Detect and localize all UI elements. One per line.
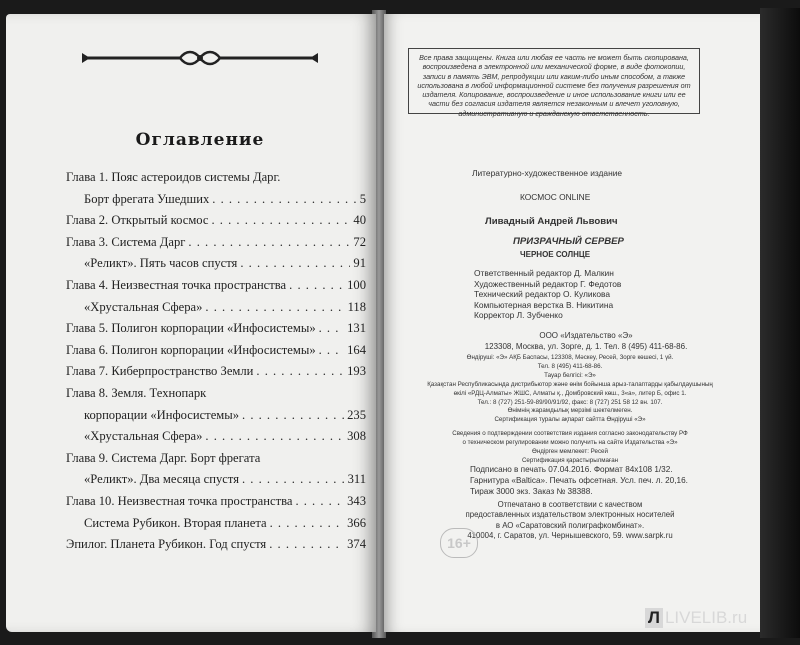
toc-page-number: 308 <box>347 429 366 444</box>
toc-entry <box>66 170 366 192</box>
toc-entry <box>66 300 366 322</box>
toc-leader-dots <box>269 537 344 552</box>
toc-entry <box>66 408 366 430</box>
toc-entry <box>66 321 366 343</box>
toc-entry <box>66 343 366 365</box>
toc-page-number: 72 <box>353 234 366 249</box>
age-rating-badge: 16+ <box>440 528 478 558</box>
toc-entry-title: Эпилог. Планета Рубикон. Год спустя <box>66 537 267 552</box>
kz-info-line: Тауар белгісі: «Э» <box>544 371 596 379</box>
printer-line: в АО «Саратовский полиграфкомбинат». <box>495 520 645 530</box>
print-info-block <box>470 464 688 497</box>
watermark-text: LIVELIB.ru <box>664 608 748 627</box>
print-info-line: Подписано в печать 07.04.2016. Формат 84x108 1/32. <box>470 465 673 474</box>
toc-entry <box>66 364 366 386</box>
toc-page-number: 235 <box>347 407 366 422</box>
toc-entry <box>66 256 366 278</box>
toc-leader-dots <box>212 192 356 207</box>
credit-line: Компьютерная верстка В. Никитина <box>474 299 614 310</box>
toc-page-number: 100 <box>347 277 366 292</box>
toc-entry-title: Глава 1. Пояс астероидов системы Дарг. <box>66 170 281 184</box>
toc-page-number: 193 <box>347 364 366 379</box>
toc-leader-dots <box>295 494 344 509</box>
toc-leader-dots <box>242 408 344 423</box>
copyright-notice: Все права защищены. Книга или любая ее часть не может быть скопирована, воспроизведена в электронной или механической форме, в виде фотокопии, записи в память ЭВМ, репродукции или каким-либо иным способом, а также использована в любой информационной системе без получения разрешения от издателя. Копирование, воспроизведение и иное использование книги или ее части без согласия издателя является незаконным и влечет уголовную, административную и гражданскую ответственность. <box>408 48 700 114</box>
kz-info-block <box>400 354 740 425</box>
toc-entry <box>66 235 366 257</box>
toc-entry-title: Борт фрегата Ушедших <box>84 191 210 206</box>
publisher-block <box>476 330 696 352</box>
toc-leader-dots <box>270 516 345 531</box>
toc-leader-dots <box>242 472 345 487</box>
toc-entry <box>66 213 366 235</box>
toc-entry-title: Глава 8. Земля. Технопарк <box>66 385 207 400</box>
toc-page-number: 374 <box>347 537 366 552</box>
toc-page-number: 91 <box>353 256 366 271</box>
publisher-line: ООО «Издательство «Э» <box>539 331 633 340</box>
toc-entry-title: Система Рубикон. Вторая планета <box>84 515 267 530</box>
kz-info-line: Қазақстан Республикасында дистрибьютор және өнім бойынша арыз-талаптарды қабылдаушының <box>427 380 713 388</box>
certification-block <box>400 430 740 466</box>
book-title: ПРИЗРАЧНЫЙ СЕРВЕР <box>513 236 624 247</box>
toc-entry <box>66 537 366 559</box>
printer-line: Отпечатано в соответствии с качеством <box>497 500 643 509</box>
kz-info-line: Өнімнің жарамдылық мерзімі шектелмеген. <box>507 407 633 415</box>
toc-entry <box>66 472 366 494</box>
watermark <box>645 608 747 628</box>
printer-line: 410004, г. Саратов, ул. Чернышевского, 59. www.sarpk.ru <box>467 531 673 541</box>
toc-entry <box>66 516 366 538</box>
credit-line: Ответственный редактор Д. Малкин <box>474 268 614 278</box>
book-subtitle: ЧЕРНОЕ СОЛНЦЕ <box>520 250 591 259</box>
toc-page-number: 343 <box>347 493 366 508</box>
toc-page-number: 311 <box>347 472 366 487</box>
toc-leader-dots <box>188 235 350 250</box>
toc-leader-dots <box>256 364 344 379</box>
toc-leader-dots <box>240 256 350 271</box>
toc-entry-title: «Реликт». Пять часов спустя <box>84 256 238 271</box>
toc-leader-dots <box>319 343 344 358</box>
toc-entry-title: «Реликт». Два месяца спустя <box>84 472 239 487</box>
certification-line: Сведения о подтверждении соответствия издания согласно законодательству РФ <box>452 430 688 437</box>
toc-entry <box>66 192 366 214</box>
toc-page-number: 5 <box>359 191 366 206</box>
toc-leader-dots <box>205 429 344 444</box>
certification-line: Өндірген мемлекет: Ресей <box>532 447 608 455</box>
print-info-line: Гарнитура «Baltica». Печать офсетная. Усл. печ. л. 20,16. <box>470 476 688 485</box>
toc-entry-title: Глава 9. Система Дарг. Борт фрегата <box>66 450 261 465</box>
toc-entry-title: Глава 5. Полигон корпорации «Инфосистемы» <box>66 321 316 336</box>
printer-block <box>460 500 680 542</box>
kz-info-line: өкілі «РДЦ-Алматы» ЖШС, Алматы қ., Домбровский көш., 3«а», литер Б, офис 1. <box>453 389 687 397</box>
watermark-logo: Л <box>645 608 663 628</box>
kz-info-line: Тел.: 8 (727) 251-59-89/90/91/92, факс: 8 (727) 251 58 12 вн. 107. <box>477 398 663 406</box>
toc-entry <box>66 451 366 473</box>
kz-info-line: Тел. 8 (495) 411-68-86. <box>537 362 603 370</box>
toc-page-number: 40 <box>353 213 366 228</box>
series-name: КОСМОС ONLINE <box>520 192 591 202</box>
ornament-divider <box>80 48 320 68</box>
toc-leader-dots <box>205 300 344 315</box>
credit-line: Корректор Л. Зубченко <box>474 310 563 321</box>
toc-entry <box>66 494 366 516</box>
toc-entry-title: Глава 10. Неизвестная точка пространства <box>66 493 293 508</box>
credit-line: Технический редактор О. Куликова <box>474 289 611 300</box>
table-of-contents <box>66 170 366 559</box>
toc-leader-dots <box>212 213 351 228</box>
toc-entry-title: Глава 4. Неизвестная точка пространства <box>66 277 287 292</box>
certification-line: Сертификация қарастырылмаған <box>521 456 619 464</box>
toc-entry-title: корпорации «Инфосистемы» <box>84 407 240 422</box>
toc-entry-title: «Хрустальная Сфера» <box>84 429 203 444</box>
edition-type: Литературно-художественное издание <box>472 168 623 178</box>
credit-line: Художественный редактор Г. Федотов <box>474 278 622 289</box>
printer-line: предоставленных издательством электронных носителей <box>465 510 675 520</box>
print-info-line: Тираж 3000 экз. Заказ № 38388. <box>470 487 593 496</box>
toc-page-number: 131 <box>347 321 366 336</box>
certification-line: о техническом регулировании можно получить на сайте Издательства «Э» <box>462 438 678 446</box>
toc-entry <box>66 278 366 300</box>
toc-entry <box>66 386 366 408</box>
kz-info-line: Өндіруші: «Э» АҚБ Баспасы, 123308, Мәскеу, Ресей, Зорге көшесі, 1 үй. <box>466 354 674 361</box>
toc-entry <box>66 429 366 451</box>
book-cover-edge <box>760 8 800 638</box>
credits-block <box>474 268 621 321</box>
toc-page-number: 118 <box>347 299 366 314</box>
author-name: Ливадный Андрей Львович <box>485 216 618 227</box>
toc-title: Оглавление <box>135 130 265 150</box>
toc-entry-title: «Хрустальная Сфера» <box>84 299 203 314</box>
toc-page-number: 164 <box>347 342 366 357</box>
toc-entry-title: Глава 3. Система Дарг <box>66 234 186 249</box>
toc-leader-dots <box>319 321 344 336</box>
toc-entry-title: Глава 7. Киберпространство Земли <box>66 364 254 379</box>
toc-entry-title: Глава 6. Полигон корпорации «Инфосистемы» <box>66 342 316 357</box>
toc-leader-dots <box>289 278 344 293</box>
toc-entry-title: Глава 2. Открытый космос <box>66 213 209 228</box>
kz-info-line: Сертификация туралы ақпарат сайтта Өндіруші «Э» <box>494 416 646 424</box>
publisher-line: 123308, Москва, ул. Зорге, д. 1. Тел. 8 (495) 411-68-86. <box>484 342 688 351</box>
toc-page-number: 366 <box>347 515 366 530</box>
